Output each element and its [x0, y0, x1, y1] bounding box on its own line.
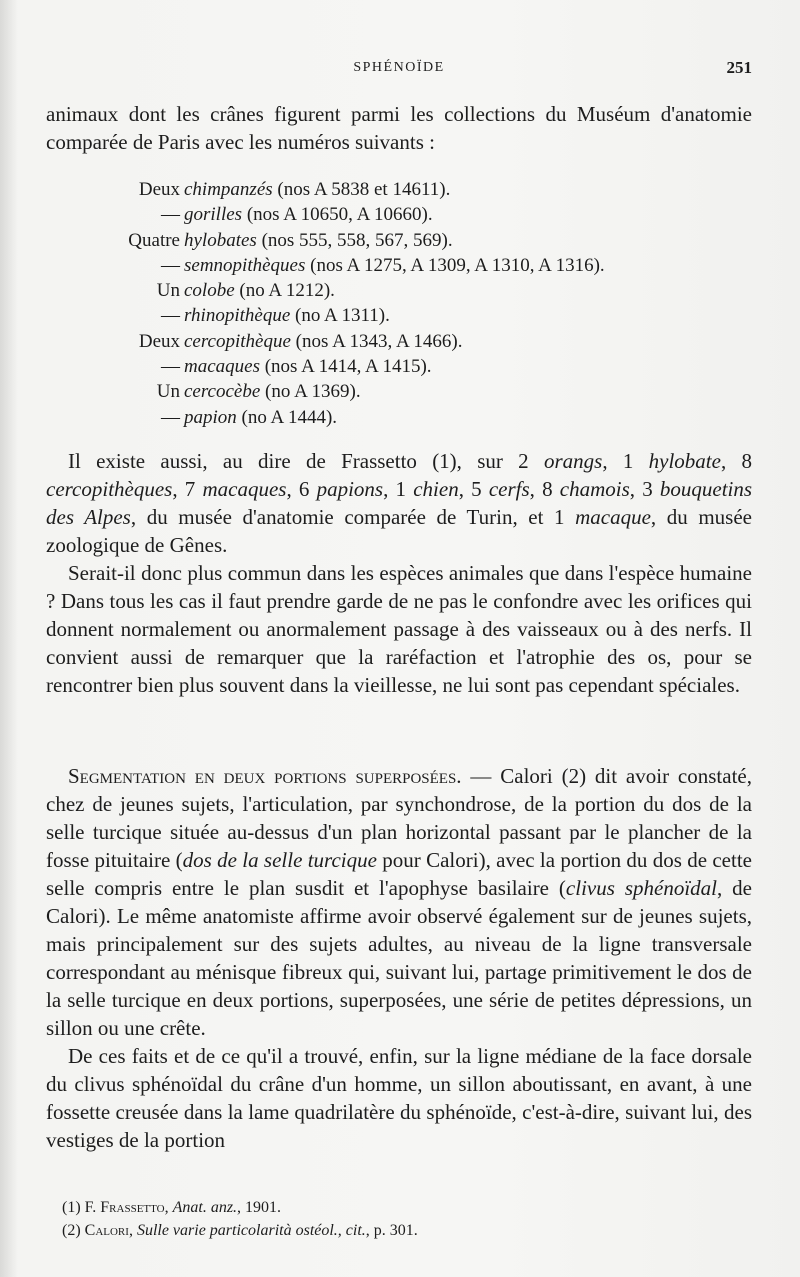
specimen-count: Deux — [138, 330, 180, 352]
page-number: 251 — [726, 58, 752, 77]
specimen-count: — — [161, 356, 180, 378]
paragraph-species-text: Serait-il donc plus commun dans les espèces animales que dans l'espèce humaine ? Dans tous les cas il faut prendre garde de ne pas le confondre avec les orifices qui donnent normalement ou anormalement passage à des vaisseaux ou à des nerfs. Il convient aussi de remarquer que la raréfaction et l'atrophie des os, pour se rencontrer bien plus souvent dans la vieillesse, ne lui sont pas cependant spéciales. — [46, 561, 752, 697]
specimen-ref: (nos A 10650, A 10660). — [246, 204, 433, 226]
footnote-1: (1) F. Frassetto, Anat. anz., 1901. — [62, 1199, 282, 1216]
specimen-name: colobe — [184, 280, 235, 302]
specimen-name: gorilles — [184, 204, 243, 226]
specimen-count: Un — [156, 381, 180, 403]
specimen-count: — — [161, 204, 180, 226]
specimen-name: semnopithèques — [184, 254, 306, 276]
specimen-count: Un — [156, 280, 180, 302]
specimen-row — [100, 405, 605, 430]
specimen-row — [100, 278, 605, 303]
specimen-row — [100, 329, 605, 354]
specimen-row — [100, 253, 605, 278]
specimen-count: Deux — [138, 179, 180, 200]
specimen-row — [100, 202, 605, 227]
specimen-ref: (no A 1212). — [239, 280, 335, 302]
specimen-ref: (nos A 1343, A 1466). — [295, 330, 463, 352]
paragraph-frassetto-text: Il existe aussi, au dire de Frassetto (1), sur 2 orangs, 1 hylobate, 8 cercopithèques, 7 macaques, 6 papions, 1 chien, 5 cerfs, 8 chamois, 3 bouquetins des Alpes, du musée d'anatomie comparée de Turin, et 1 macaque, du musée zoologique de Gênes. — [46, 449, 753, 557]
specimen-name: macaques — [184, 356, 260, 378]
specimen-name: rhinopithèque — [184, 305, 291, 327]
footnote-2: (2) Calori, Sulle varie particolarità ostéol., cit., p. 301. — [62, 1222, 418, 1239]
specimen-row — [100, 228, 605, 253]
specimen-count: — — [161, 254, 180, 276]
specimen-name: cercocèbe — [184, 381, 261, 403]
section-heading: Segmentation en deux portions superposées. — [68, 764, 462, 788]
specimen-name: chimpanzés — [184, 179, 273, 200]
paragraph-segmentation-text: Segmentation en deux portions superposées. — Calori (2) dit avoir constaté, chez de jeunes sujets, l'articulation, par synchondrose, de la portion du dos de la selle turcique située au-dessus d'un plan horizontal passant par le plancher de la fosse pituitaire (dos de la selle turcique pour Calori), avec la portion du dos de cette selle compris entre le plan susdit et l'apophyse basilaire (clivus sphénoïdal, de Calori). Le même anatomiste affirme avoir observé également sur de jeunes sujets, mais principalement sur des sujets adultes, au niveau de la ligne transversale correspondant au ménisque fibreux qui, suivant lui, partage primitivement le dos de la selle turcique en deux portions, superposées, une série de petites dépressions, un sillon ou une crête. — [46, 764, 752, 1040]
specimen-name: papion — [184, 406, 237, 428]
paragraph-clivus-text: De ces faits et de ce qu'il a trouvé, enfin, sur la ligne médiane de la face dorsale du clivus sphénoïdal du crâne d'un homme, un sillon aboutissant, en avant, à une fossette creusée dans la lame quadrilatère du sphénoïde, c'est-à-dire, suivant lui, des vestiges de la portion — [46, 1044, 752, 1152]
specimen-row — [100, 303, 605, 328]
intro-paragraph — [46, 100, 752, 156]
specimen-count: — — [161, 406, 180, 428]
paragraph-frassetto — [46, 447, 752, 699]
footnotes — [62, 1196, 418, 1242]
specimen-row — [100, 379, 605, 404]
specimen-ref: (nos 555, 558, 567, 569). — [261, 229, 453, 251]
specimen-ref: (nos A 1414, A 1415). — [264, 356, 432, 378]
specimen-row — [100, 354, 605, 379]
page-header — [46, 58, 752, 82]
running-title: SPHÉNOÏDE — [353, 60, 445, 75]
specimen-ref: (no A 1369). — [265, 381, 361, 403]
specimen-ref: (nos A 1275, A 1309, A 1310, A 1316). — [310, 254, 605, 276]
specimen-count: — — [161, 305, 180, 327]
intro-text: animaux dont les crânes figurent parmi les collections du Muséum d'anatomie comparée de Paris avec les numéros suivants : — [46, 102, 752, 154]
specimen-name: cercopithèque — [184, 330, 291, 352]
specimen-ref: (no A 1444). — [241, 406, 338, 428]
specimen-list — [100, 177, 605, 430]
specimen-name: hylobates — [184, 229, 257, 251]
specimen-ref: (nos A 5838 et 14611). — [277, 179, 451, 200]
paragraph-segmentation — [46, 762, 752, 1154]
specimen-row — [100, 177, 605, 202]
specimen-ref: (no A 1311). — [295, 305, 390, 327]
specimen-count: Quatre — [128, 229, 180, 251]
